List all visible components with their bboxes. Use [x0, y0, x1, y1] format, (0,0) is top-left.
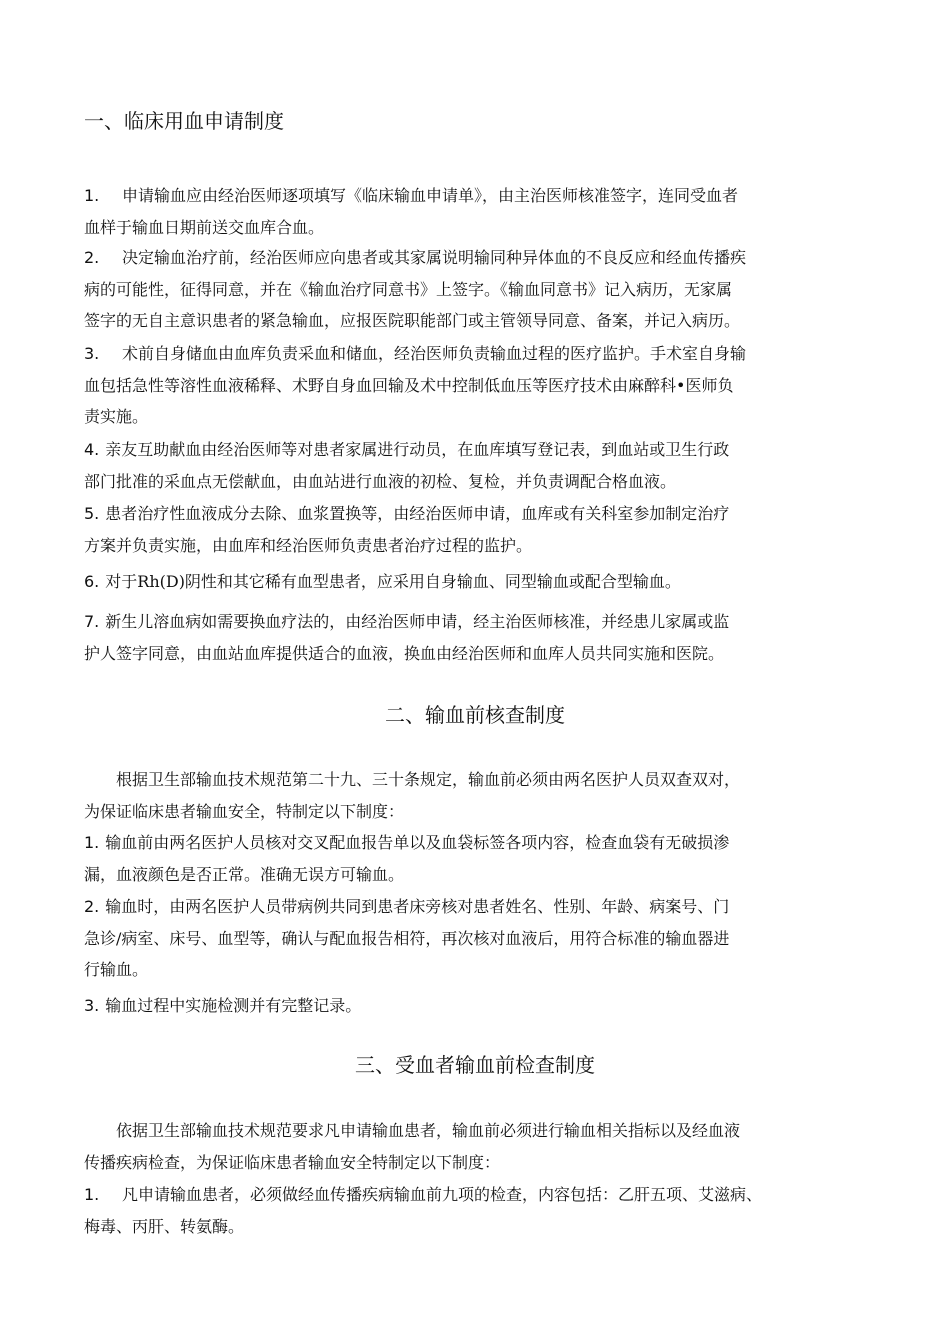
section1-item-4: [84, 434, 874, 497]
item-line: 护人签字同意，由血站血库提供适合的血液，换血由经治医师和血库人员共同实施和医院。: [84, 643, 725, 663]
item-line: 输血前由两名医护人员核对交叉配血报告单以及血袋标签各项内容，检查血袋有无破损渗: [105, 833, 730, 852]
section2-title: 二、输血前核查制度: [385, 703, 565, 727]
item-line: 急诊/病室、床号、血型等，确认与配血报告相符，再次核对血液后，用符合标准的输血器进: [84, 928, 730, 948]
section1-item-6: [84, 566, 874, 598]
section1-item-3: [84, 338, 874, 433]
section2-item-3: [84, 990, 874, 1022]
section1-item-5: [84, 498, 874, 561]
item-line: 病的可能性，征得同意，并在《输血治疗同意书》上签字。《输血同意书》记入病历，无家属: [84, 279, 733, 299]
item-line: 申请输血应由经治医师逐项填写《临床输血申请单》，由主治医师核准签字，连同受血者: [122, 186, 739, 205]
item-number: 1.: [84, 186, 100, 205]
section2-item-2: [84, 891, 874, 986]
section1-item-2: [84, 242, 874, 337]
intro-line: 为保证临床患者输血安全，特制定以下制度：: [84, 801, 405, 821]
item-line: 对于Rh(D)阴性和其它稀有血型患者，应采用自身输血、同型输血或配合型输血。: [105, 572, 681, 591]
section1-item-1: [84, 180, 874, 243]
intro-line: 依据卫生部输血技术规范要求凡申请输血患者，输血前必须进行输血相关指标以及经血液: [116, 1121, 741, 1140]
item-line: 术前自身储血由血库负责采血和储血，经治医师负责输血过程的医疗监护。手术室自身输: [122, 344, 747, 363]
section2-intro: [84, 764, 874, 827]
item-number: 1.: [84, 1185, 100, 1204]
item-line: 输血过程中实施检测并有完整记录。: [105, 996, 362, 1015]
section2-item-1: [84, 827, 874, 890]
item-number: 5.: [84, 504, 100, 523]
item-line: 亲友互助献血由经治医师等对患者家属进行动员，在血库填写登记表，到血站或卫生行政: [105, 440, 730, 459]
item-line: 新生儿溶血病如需要换血疗法的，由经治医师申请，经主治医师核准，并经患儿家属或监: [105, 612, 730, 631]
intro-line: 根据卫生部输血技术规范第二十九、三十条规定，输血前必须由两名医护人员双查双对，: [116, 770, 741, 789]
item-line: 血包括急性等溶性血液稀释、术野自身血回输及术中控制低血压等医疗技术由麻醉科•医师负: [84, 375, 734, 395]
item-number: 1.: [84, 833, 100, 852]
section3-item-1: [84, 1179, 874, 1242]
item-number: 6.: [84, 572, 100, 591]
item-number: 7.: [84, 612, 100, 631]
item-line: 凡申请输血患者，必须做经血传播疾病输血前九项的检查，内容包括：乙肝五项、艾滋病、: [122, 1185, 763, 1204]
item-number: 4.: [84, 440, 100, 459]
item-line: 签字的无自主意识患者的紧急输血，应报医院职能部门或主管领导同意、备案，并记入病历。: [84, 311, 741, 330]
item-line: 患者治疗性血液成分去除、血浆置换等，由经治医师申请，血库或有关科室参加制定治疗: [105, 504, 730, 523]
section3-intro: [84, 1115, 874, 1178]
item-line: 决定输血治疗前，经治医师应向患者或其家属说明输同种异体血的不良反应和经血传播疾: [122, 248, 747, 267]
item-number: 2.: [84, 897, 100, 916]
item-number: 2.: [84, 248, 100, 267]
section1-item-7: [84, 606, 874, 669]
item-number: 3.: [84, 344, 100, 363]
item-line: 责实施。: [84, 407, 149, 426]
item-line: 部门批准的采血点无偿献血，由血站进行血液的初检、复检，并负责调配合格血液。: [84, 471, 677, 491]
item-line: 血样于输血日期前送交血库合血。: [84, 217, 325, 237]
item-number: 3.: [84, 996, 100, 1015]
section1-title: 一、临床用血申请制度: [84, 109, 284, 133]
item-line: 梅毒、丙肝、转氨酶。: [84, 1216, 245, 1236]
item-line: 行输血。: [84, 960, 149, 979]
item-line: 输血时，由两名医护人员带病例共同到患者床旁核对患者姓名、性别、年龄、病案号、门: [105, 897, 730, 916]
item-line: 方案并负责实施，由血库和经治医师负责患者治疗过程的监护。: [84, 535, 533, 555]
intro-line: 传播疾病检查，为保证临床患者输血安全特制定以下制度：: [84, 1152, 501, 1172]
section3-title: 三、受血者输血前检查制度: [355, 1053, 595, 1077]
item-line: 漏，血液颜色是否正常。准确无误方可输血。: [84, 864, 405, 884]
